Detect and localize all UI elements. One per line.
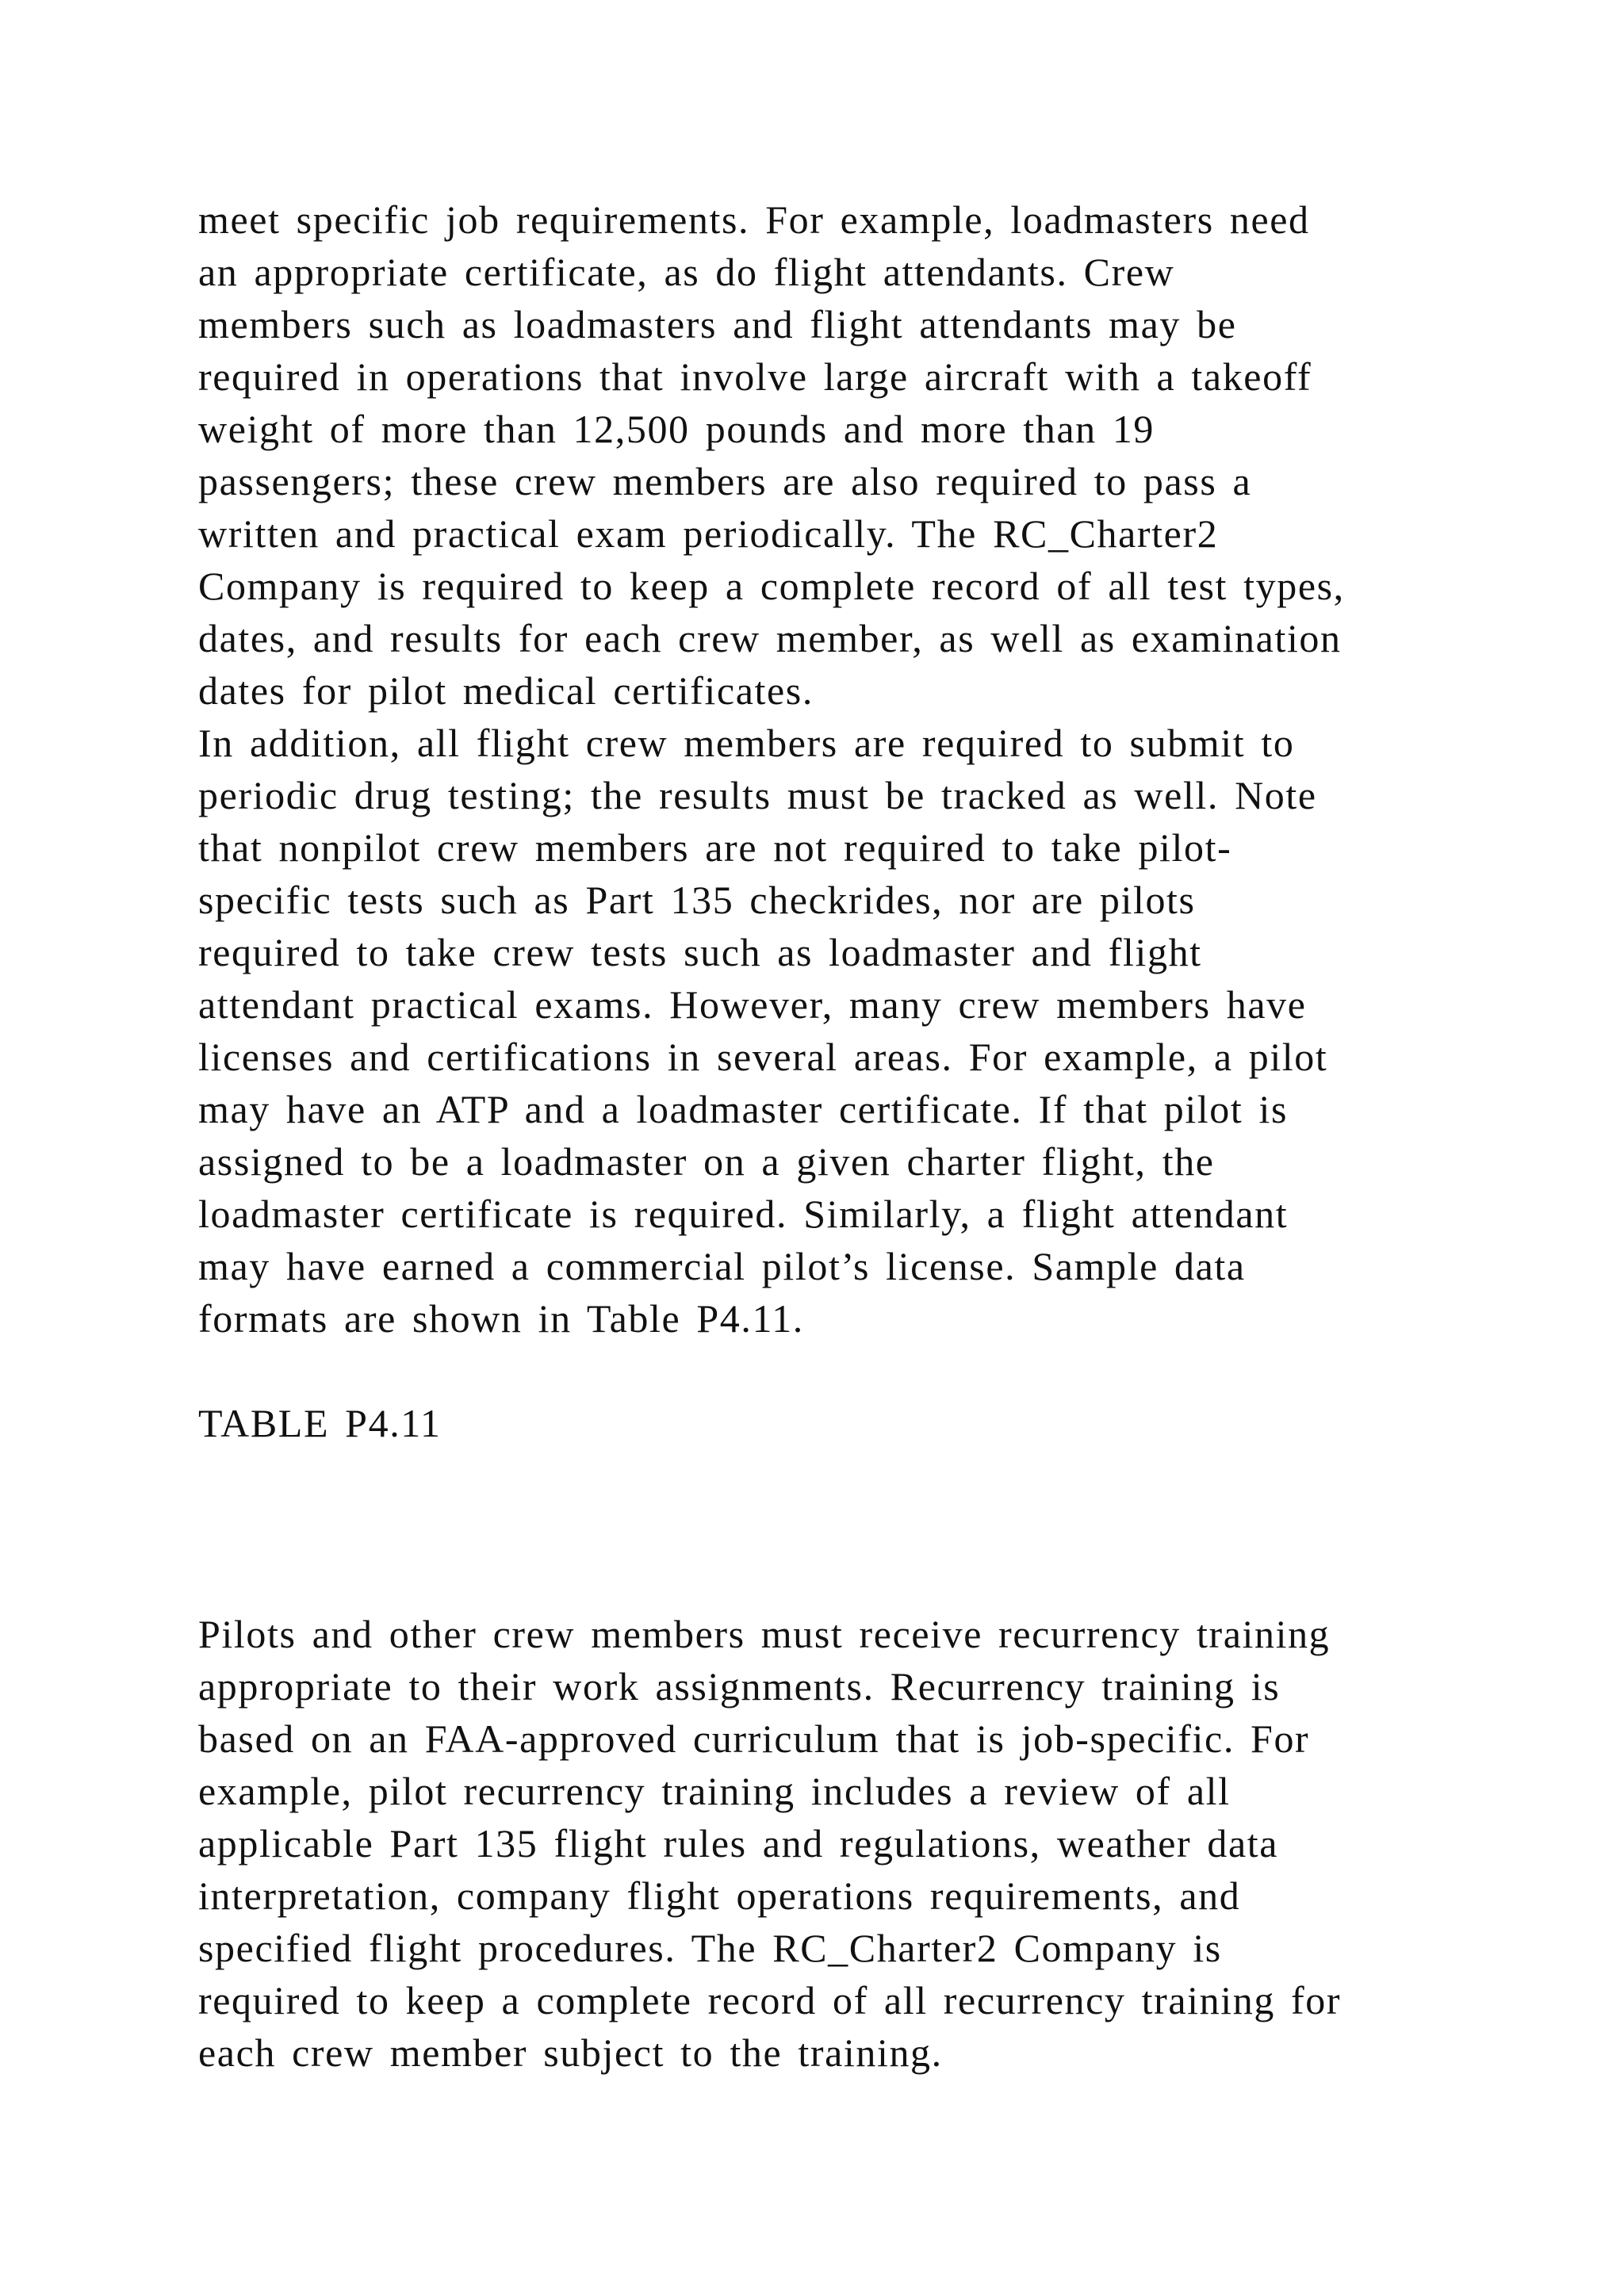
- text-line: dates, and results for each crew member, as well as examination: [198, 616, 1342, 660]
- text-line: In addition, all flight crew members are required to submit to: [198, 721, 1295, 765]
- text-line: that nonpilot crew members are not required to take pilot-: [198, 825, 1232, 870]
- text-line: weight of more than 12,500 pounds and more than 19: [198, 407, 1155, 451]
- text-line: interpretation, company flight operations requirements, and: [198, 1873, 1241, 1918]
- text-line: licenses and certifications in several areas. For example, a pilot: [198, 1035, 1328, 1079]
- text-line: may have an ATP and a loadmaster certificate. If that pilot is: [198, 1087, 1289, 1131]
- text-line: formats are shown in Table P4.11.: [198, 1296, 804, 1341]
- text-line: passengers; these crew members are also required to pass a: [198, 459, 1252, 503]
- text-line: applicable Part 135 flight rules and regulations, weather data: [198, 1821, 1279, 1866]
- body-text-top: [198, 193, 1483, 1345]
- text-line: may have earned a commercial pilot’s license. Sample data: [198, 1244, 1246, 1288]
- table-label: TABLE P4.11: [198, 1401, 442, 1445]
- text-line: Company is required to keep a complete record of all test types,: [198, 564, 1345, 608]
- text-line: Pilots and other crew members must receive recurrency training: [198, 1612, 1331, 1656]
- paragraph-3: [198, 1608, 1483, 2079]
- text-line: specific tests such as Part 135 checkrides, nor are pilots: [198, 878, 1196, 922]
- text-line: example, pilot recurrency training includes a review of all: [198, 1769, 1231, 1813]
- paragraph-1: [198, 193, 1483, 717]
- text-line: attendant practical exams. However, many crew members have: [198, 982, 1307, 1027]
- body-text-bottom: [198, 1608, 1483, 2079]
- text-line: members such as loadmasters and flight attendants may be: [198, 302, 1237, 346]
- text-line: loadmaster certificate is required. Similarly, a flight attendant: [198, 1192, 1289, 1236]
- text-line: written and practical exam periodically. The RC_Charter2: [198, 511, 1219, 556]
- text-line: assigned to be a loadmaster on a given charter flight, the: [198, 1139, 1215, 1184]
- text-line: periodic drug testing; the results must be tracked as well. Note: [198, 773, 1317, 817]
- text-line: an appropriate certificate, as do flight attendants. Crew: [198, 250, 1175, 294]
- text-line: based on an FAA-approved curriculum that is job-specific. For: [198, 1716, 1310, 1761]
- text-line: required in operations that involve large aircraft with a takeoff: [198, 354, 1312, 399]
- text-line: appropriate to their work assignments. Recurrency training is: [198, 1664, 1281, 1709]
- text-line: required to keep a complete record of all recurrency training for: [198, 1978, 1342, 2022]
- text-line: required to take crew tests such as loadmaster and flight: [198, 930, 1202, 974]
- text-line: dates for pilot medical certificates.: [198, 668, 814, 713]
- text-line: meet specific job requirements. For example, loadmasters need: [198, 197, 1310, 242]
- paragraph-2: [198, 717, 1483, 1345]
- text-line: each crew member subject to the training.: [198, 2030, 943, 2075]
- text-line: specified flight procedures. The RC_Charter2 Company is: [198, 1926, 1222, 1970]
- table-caption: [198, 1397, 442, 1449]
